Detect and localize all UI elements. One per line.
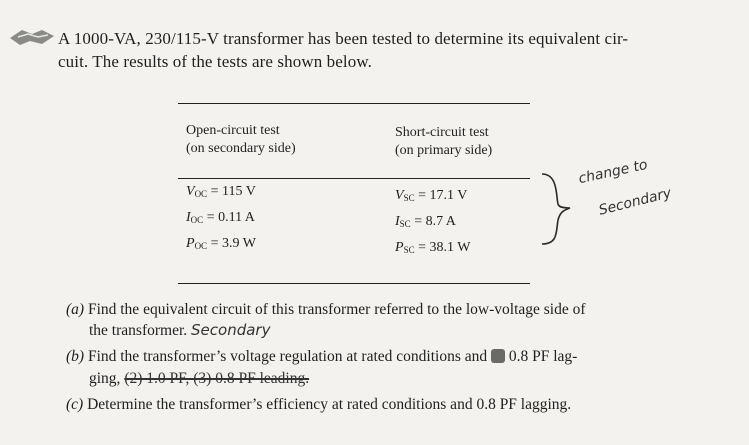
short-circuit-subtitle: (on primary side)	[395, 143, 493, 158]
symbol: V	[395, 188, 404, 203]
margin-note-line-1: change to	[577, 156, 649, 188]
question-b-line-1	[66, 347, 577, 366]
subscript: OC	[194, 189, 208, 199]
voc-row	[186, 180, 256, 206]
problem-marker-icon	[8, 26, 58, 48]
value: = 38.1 W	[414, 240, 471, 255]
open-circuit-values	[186, 180, 256, 258]
short-circuit-title: Short-circuit test	[395, 125, 489, 140]
question-a-text: Find the equivalent circuit of this transformer referred to the low-voltage side of	[87, 301, 586, 318]
symbol: P	[395, 240, 404, 255]
question-a-line-1	[66, 300, 586, 319]
short-circuit-values	[395, 184, 470, 262]
question-c-text: Determine the transformer’s efficiency at rated conditions and 0.8 PF lagging.	[87, 396, 572, 413]
table-bottom-rule	[178, 283, 530, 284]
poc-row	[186, 232, 256, 258]
open-circuit-subtitle: (on secondary side)	[186, 141, 296, 156]
subscript: OC	[194, 241, 208, 251]
question-b-text-2: ging,	[89, 370, 121, 387]
problem-statement-line-2: cuit. The results of the tests are shown below.	[58, 52, 372, 71]
scribble-mark-icon	[491, 349, 505, 363]
open-circuit-header	[186, 122, 296, 158]
short-circuit-header	[395, 124, 492, 160]
symbol: P	[186, 236, 195, 251]
value: = 0.11 A	[203, 210, 255, 225]
subscript: SC	[403, 193, 415, 203]
margin-note-line-2: Secondary	[597, 185, 673, 219]
open-circuit-title: Open-circuit test	[186, 123, 280, 138]
question-c-line-1	[66, 395, 571, 414]
psc-row	[395, 236, 470, 262]
value: = 3.9 W	[207, 236, 256, 251]
subscript: SC	[403, 245, 415, 255]
isc-row	[395, 210, 470, 236]
symbol: I	[395, 214, 400, 229]
ioc-row	[186, 206, 256, 232]
question-a-label: (a)	[66, 301, 85, 318]
value: = 17.1 V	[414, 188, 468, 203]
table-top-rule	[178, 103, 530, 104]
handwritten-secondary-note: Secondary	[191, 321, 271, 339]
question-a-text-2: the transformer.	[89, 322, 188, 339]
problem-statement-line-1: A 1000-VA, 230/115-V transformer has been tested to determine its equivalent cir-	[58, 29, 629, 48]
subscript: OC	[190, 215, 204, 225]
question-b-text: Find the transformer’s voltage regulation at rated conditions and	[87, 348, 488, 365]
question-a-line-2	[89, 321, 270, 340]
table-header-rule	[178, 178, 530, 179]
symbol: V	[186, 184, 195, 199]
struck-out-options: (2) 1.0 PF, (3) 0.8 PF leading.	[124, 370, 310, 387]
symbol: I	[186, 210, 191, 225]
question-c-label: (c)	[66, 396, 84, 413]
value: = 8.7 A	[410, 214, 456, 229]
question-b-text-end: 0.8 PF lag-	[508, 348, 578, 365]
value: = 115 V	[207, 184, 256, 199]
subscript: SC	[399, 219, 411, 229]
question-b-label: (b)	[66, 348, 85, 365]
vsc-row	[395, 184, 470, 210]
question-b-line-2	[89, 369, 309, 388]
handwritten-brace-icon	[536, 168, 576, 248]
